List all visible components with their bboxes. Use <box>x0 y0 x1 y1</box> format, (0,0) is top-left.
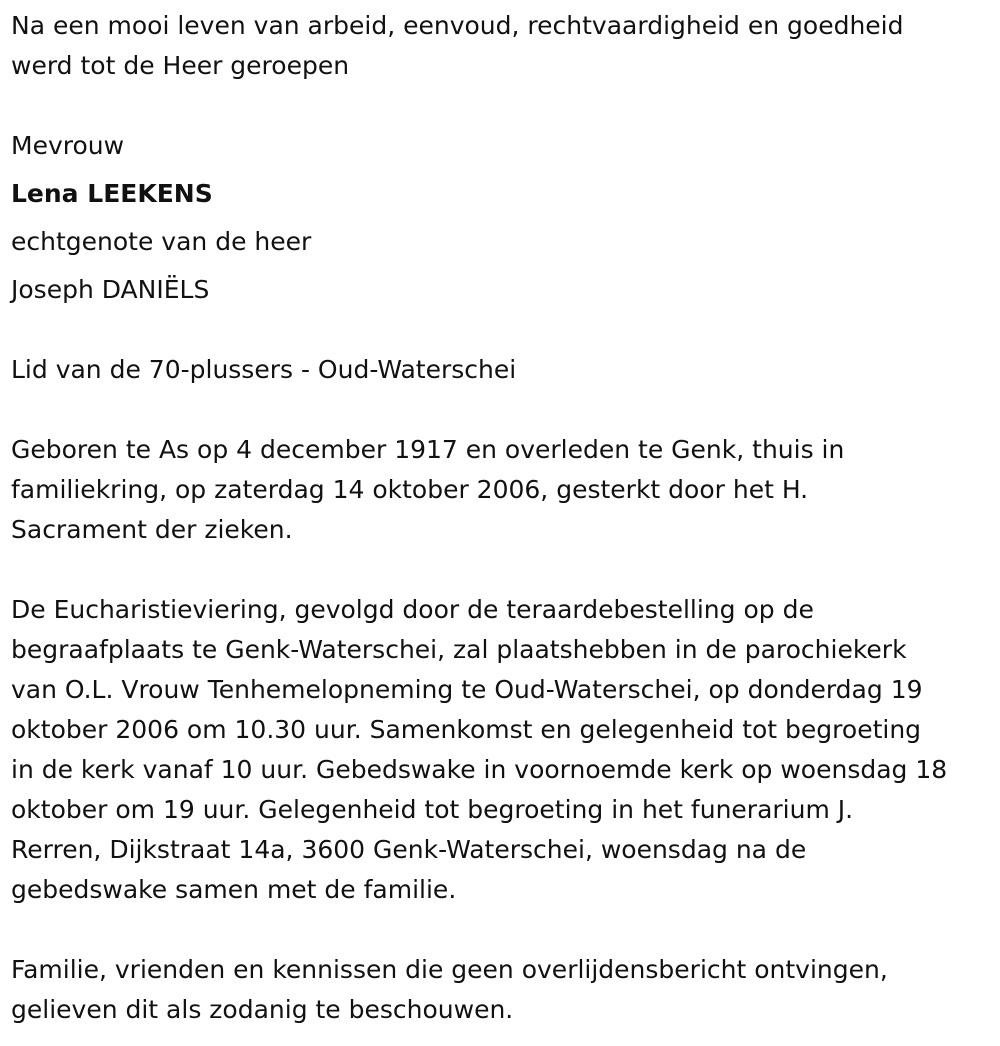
intro-line-1: Na een mooi leven van arbeid, eenvoud, rechtvaardigheid en goedheid <box>11 11 904 40</box>
ceremony-line-4: oktober 2006 om 10.30 uur. Samenkomst en gelegenheid tot begroeting <box>11 715 922 744</box>
ceremony-line-1: De Eucharistieviering, gevolgd door de teraardebestelling op de <box>11 595 814 624</box>
birth-death-line-2: familiekring, op zaterdag 14 oktober 2006, gesterkt door het H. <box>11 475 809 504</box>
relation-text: echtgenote van de heer <box>11 227 312 256</box>
closing-line-2: gelieven dit als zodanig te beschouwen. <box>11 995 514 1024</box>
ceremony-line-8: gebedswake samen met de familie. <box>11 875 457 904</box>
intro-line-2: werd tot de Heer geroepen <box>11 51 350 80</box>
ceremony-line-3: van O.L. Vrouw Tenhemelopneming te Oud-Waterschei, op donderdag 19 <box>11 675 923 704</box>
ceremony-line-5: in de kerk vanaf 10 uur. Gebedswake in voornoemde kerk op woensdag 18 <box>11 755 948 784</box>
ceremony-line-2: begraafplaats te Genk-Waterschei, zal plaatshebben in de parochiekerk <box>11 635 907 664</box>
ceremony-line-6: oktober om 19 uur. Gelegenheid tot begroeting in het funerarium J. <box>11 795 854 824</box>
closing-line-1: Familie, vrienden en kennissen die geen overlijdensbericht ontvingen, <box>11 955 888 984</box>
birth-death-line-1: Geboren te As op 4 december 1917 en overleden te Genk, thuis in <box>11 435 845 464</box>
deceased-name: Lena LEEKENS <box>11 179 213 208</box>
birth-death-line-3: Sacrament der zieken. <box>11 515 293 544</box>
spouse-name: Joseph DANIËLS <box>11 275 210 304</box>
salutation: Mevrouw <box>11 131 125 160</box>
ceremony-line-7: Rerren, Dijkstraat 14a, 3600 Genk-Waterschei, woensdag na de <box>11 835 807 864</box>
membership-text: Lid van de 70-plussers - Oud-Waterschei <box>11 355 517 384</box>
